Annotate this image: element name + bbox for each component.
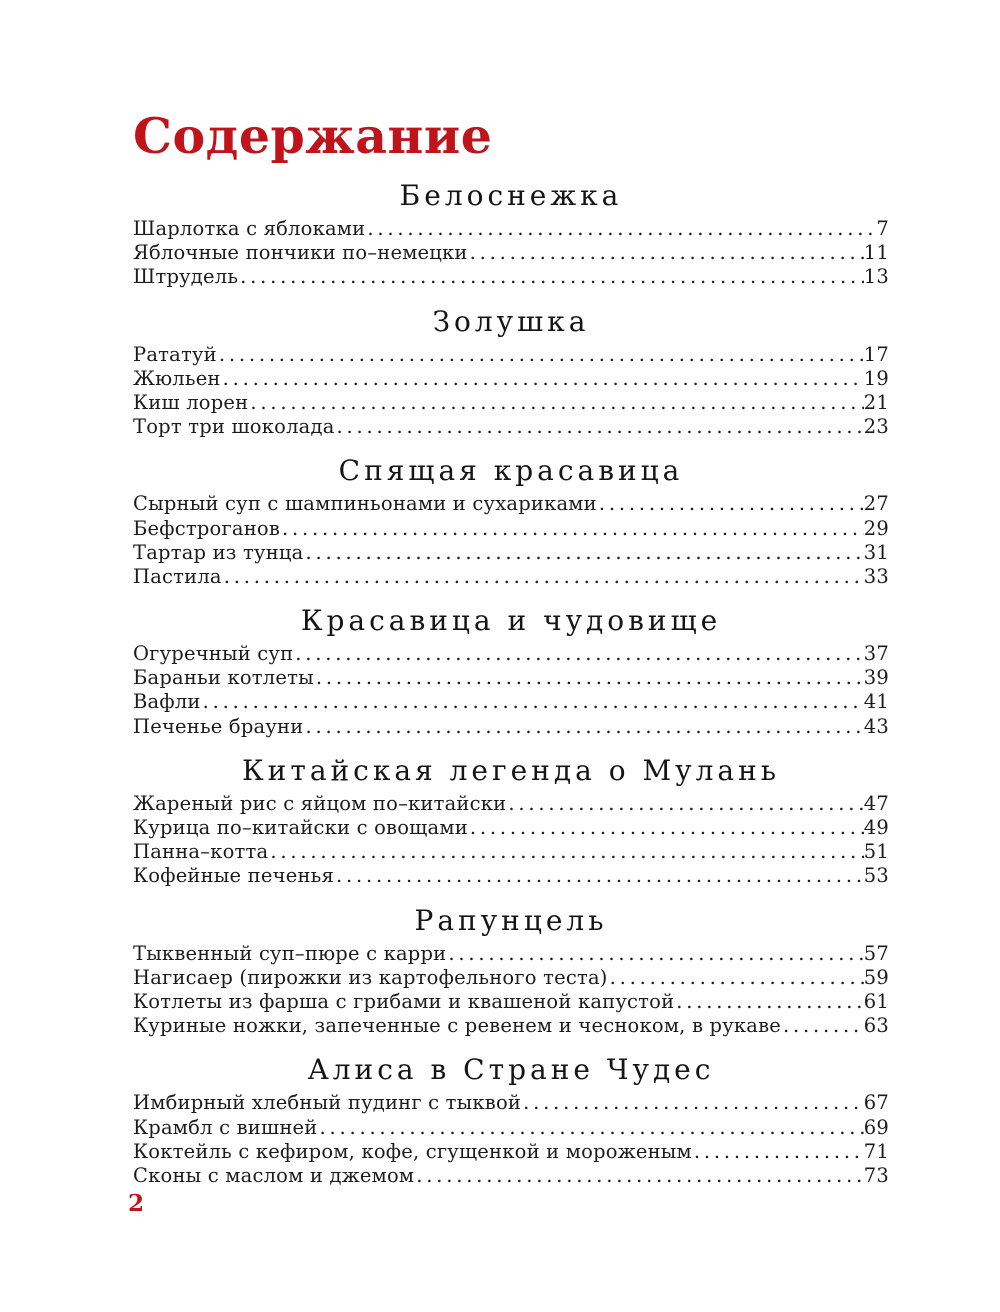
toc-entry[interactable] [133,966,889,990]
entry-title: Жюльен [133,366,221,390]
entry-page: 63 [863,1014,889,1038]
toc-section-cinderella [133,302,889,440]
dot-leader [335,415,864,439]
entry-title: Коктейль с кефиром, кофе, сгущенкой и мороженым [133,1139,692,1163]
entry-page: 19 [863,366,889,390]
entry-title: Торт три шоколада [133,415,335,439]
dot-leader [248,391,863,415]
entry-page: 67 [863,1091,889,1115]
toc-entry[interactable] [133,942,889,966]
entry-page: 41 [863,690,889,714]
dot-leader [238,265,864,289]
entry-page: 29 [863,516,889,540]
entry-title: Жареный рис с яйцом по–китайски [133,791,507,815]
toc-entry[interactable] [133,415,889,439]
dot-leader [781,1014,864,1038]
entry-title: Бараньи котлеты [133,666,314,690]
entry-title: Панна–котта [133,840,269,864]
entry-page: 27 [863,492,889,516]
toc-entry[interactable] [133,666,889,690]
dot-leader [314,666,864,690]
dot-leader [280,517,864,541]
toc-entry[interactable] [133,715,889,739]
toc-entry[interactable] [133,1014,889,1038]
entry-title: Вафли [133,690,201,714]
dot-leader [334,864,864,888]
toc-entry[interactable] [133,816,889,840]
dot-leader [521,1091,864,1115]
entry-page: 39 [863,666,889,690]
dot-leader [221,367,864,391]
entry-title: Куриные ножки, запеченные с ревенем и чесноком, в рукаве [133,1014,782,1038]
entry-title: Котлеты из фарша с грибами и квашеной капустой [133,989,675,1013]
toc-entry[interactable] [133,864,889,888]
dot-leader [506,792,863,816]
entry-title: Имбирный хлебный пудинг с тыквой [133,1091,522,1115]
toc-section-mulan [133,751,889,889]
entry-title: Крамбл с вишней [133,1115,318,1139]
toc-entry[interactable] [133,492,889,516]
dot-leader [268,840,863,864]
entry-title: Бефстроганов [133,516,281,540]
entry-title: Тартар из тунца [133,540,304,564]
toc-entry[interactable] [133,565,889,589]
dot-leader [674,990,864,1014]
dot-leader [303,715,863,739]
section-title: Красавица и чудовище [300,604,722,638]
entry-page: 13 [863,265,889,289]
entry-page: 73 [863,1163,889,1187]
entry-page: 17 [863,342,889,366]
table-of-contents [133,176,889,1188]
entry-title: Сконы с маслом и джемом [133,1163,415,1187]
dot-leader [468,816,864,840]
toc-entry[interactable] [133,367,889,391]
toc-section-beauty-and-the-beast [133,601,889,739]
toc-entry[interactable] [133,217,889,241]
toc-entry[interactable] [133,1140,889,1164]
entry-page: 69 [863,1115,889,1139]
entry-page: 51 [863,840,889,864]
dot-leader [468,241,864,265]
entry-title: Огуречный суп [133,642,294,666]
toc-entry[interactable] [133,792,889,816]
page-number: 2 [128,1190,145,1217]
entry-page: 7 [876,217,889,240]
entry-title: Курица по–китайски с овощами [133,816,468,839]
entry-page: 21 [863,390,889,414]
entry-page: 61 [863,989,889,1013]
toc-entry[interactable] [133,990,889,1014]
toc-entry[interactable] [133,1116,889,1140]
entry-title: Штрудель [133,265,239,289]
toc-entry[interactable] [133,1091,889,1115]
entry-page: 31 [863,540,889,564]
entry-title: Нагисаер (пирожки из картофельного теста) [133,965,608,989]
dot-leader [217,343,864,367]
entry-title: Кофейные печенья [133,864,334,888]
entry-page: 33 [863,564,889,588]
toc-entry[interactable] [133,541,889,565]
toc-entry[interactable] [133,265,889,289]
entry-page: 37 [863,642,889,666]
dot-leader [414,1164,864,1188]
dot-leader [365,217,876,241]
dot-leader [608,966,864,990]
toc-entry[interactable] [133,343,889,367]
section-title: Алиса в Стране Чудес [307,1053,715,1087]
section-title: Золушка [432,304,590,338]
entry-page: 11 [863,241,889,265]
entry-page: 47 [863,791,889,815]
toc-entry[interactable] [133,642,889,666]
toc-entry[interactable] [133,1164,889,1188]
entry-page: 71 [863,1139,889,1163]
dot-leader [222,565,864,589]
entry-title: Яблочные пончики по–немецки [133,241,468,265]
section-title: Китайская легенда о Мулань [242,753,780,787]
toc-section-sleeping-beauty [133,451,889,589]
dot-leader [201,690,864,714]
toc-entry[interactable] [133,690,889,714]
section-title: Спящая красавица [338,454,684,488]
entry-page: 43 [863,714,889,738]
entry-title: Пастила [133,564,222,588]
entry-page: 59 [863,965,889,989]
toc-entry[interactable] [133,840,889,864]
dot-leader [303,541,863,565]
entry-title: Печенье брауни [133,714,304,738]
toc-entry[interactable] [133,241,889,265]
entry-title: Киш лорен [133,390,249,414]
page-title: Содержание [133,107,493,165]
entry-page: 53 [863,864,889,888]
entry-title: Шарлотка с яблоками [133,217,366,240]
entry-page: 49 [863,816,889,839]
dot-leader [446,942,863,966]
toc-section-snow-white [133,176,889,290]
dot-leader [692,1140,864,1164]
entry-page: 23 [863,415,889,439]
entry-title: Сырный суп с шампиньонами и сухариками [133,492,597,516]
entry-title: Тыквенный суп–пюре с карри [133,941,447,965]
section-title: Рапунцель [414,903,608,937]
dot-leader [317,1116,863,1140]
section-title: Белоснежка [399,179,623,212]
toc-section-rapunzel [133,901,889,1039]
dot-leader [293,642,863,666]
toc-section-alice [133,1050,889,1188]
dot-leader [597,492,864,516]
toc-entry[interactable] [133,517,889,541]
entry-page: 57 [863,941,889,965]
toc-entry[interactable] [133,391,889,415]
entry-title: Рататуй [133,342,217,366]
